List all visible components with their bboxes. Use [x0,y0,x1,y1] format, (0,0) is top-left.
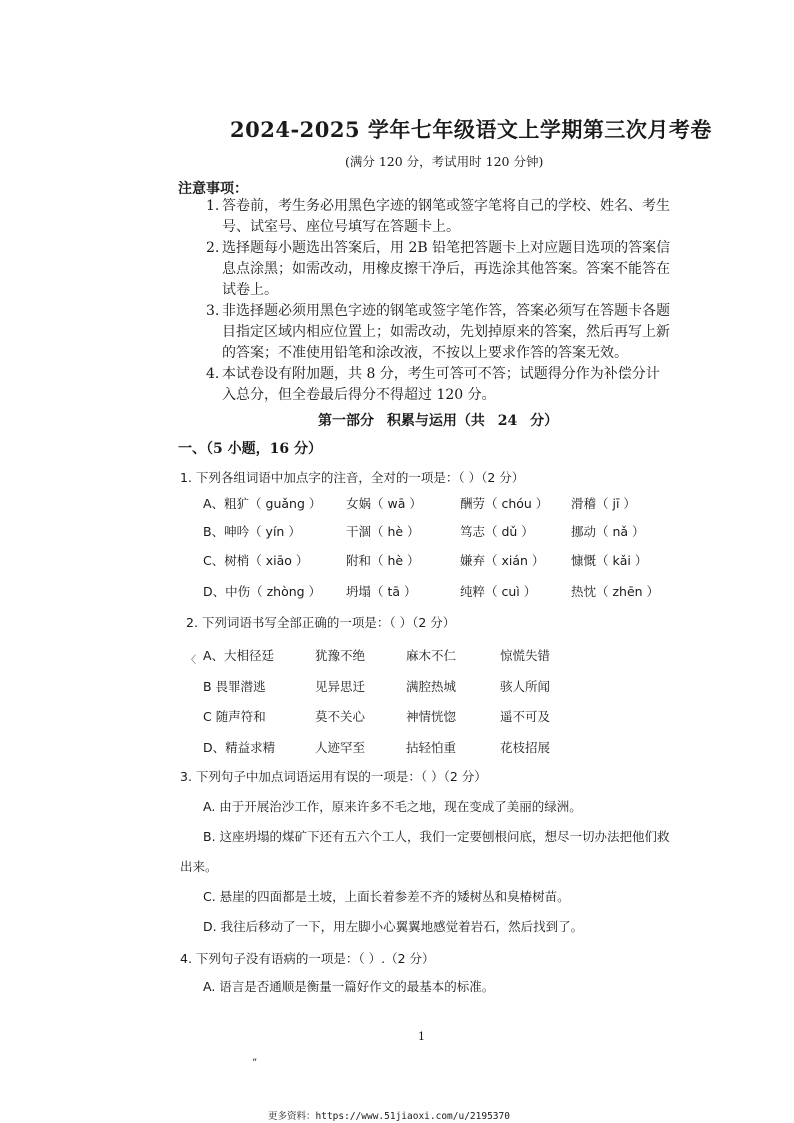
question-3-option-a: A. 由于开展治沙工作，原来许多不毛之地，现在变成了美丽的绿洲。 [203,799,582,814]
option-cell: 人迹罕至 [315,740,366,755]
option-cell: 笃志（ dǔ ） [460,524,534,539]
question-1-option-d [203,582,683,600]
notice-item [206,196,672,238]
option-cell: 骇人所闻 [500,679,551,694]
option-cell: 慷慨（ kǎi ） [571,553,648,568]
notice-item [206,364,672,406]
notice-item [206,301,672,364]
option-cell: 挪动（ nǎ ） [571,524,645,539]
exam-title: 2024-2025 学年七年级语文上学期第三次月考卷 [230,117,712,142]
option-cell: 拈轻怕重 [406,740,457,755]
notice-item-text: 本试卷设有附加题，共 8 分，考生可答可不答；试题得分作为补偿分计入总分，但全卷最后得分不得超过 120 分。 [222,366,660,403]
option-cell: 纯粹（ cuì ） [460,584,537,599]
question-2-option-c [203,707,603,725]
option-cell: 滑稽（ jī ） [571,496,636,511]
option-cell: C、树梢（ xiāo ） [203,553,309,568]
question-3-option-c: C. 悬崖的四面都是土坡，上面长着参差不齐的矮树丛和臭椿树苗。 [203,889,570,904]
option-cell: A、粗犷（ guǎng ） [203,496,322,511]
option-cell: 女娲（ wā ） [346,496,422,511]
option-cell: D、精益求精 [203,740,276,755]
exam-subtitle: (满分 120 分，考试用时 120 分钟) [345,154,544,169]
question-4-option-a: A. 语言是否通顺是衡量一篇好作文的最基本的标准。 [203,979,495,994]
question-3-option-d: D. 我往后移动了一下，用左脚小心翼翼地感觉着岩石，然后找到了。 [203,919,584,934]
notice-item-text: 答卷前，考生务必用黑色字迹的钢笔或签字笔将自己的学校、姓名、考生号、试室号、座位号填写在答题卡上。 [222,198,670,235]
page-number: 1 [418,1030,425,1043]
question-3-option-b: B. 这座坍塌的煤矿下还有五六个工人，我们一定要刨根问底，想尽一切办法把他们救 [203,829,670,844]
stray-mark: 〈 [186,655,196,666]
question-2-option-b [203,677,603,695]
option-cell: 麻木不仁 [406,648,457,663]
question-2-stem: 2. 下列词语书写全部正确的一项是：（ ）（2 分） [186,615,456,630]
option-cell: 附和（ hè ） [346,553,420,568]
option-cell: C 随声符和 [203,709,266,724]
question-3-option-b-continued: 出来。 [180,859,218,874]
question-3-stem: 3. 下列句子中加点词语运用有误的一项是：（ ）（2 分） [180,769,487,784]
option-cell: 莫不关心 [315,709,366,724]
option-cell: 坍塌（ tā ） [346,584,417,599]
option-cell: 花枝招展 [500,740,551,755]
notice-item [206,238,672,301]
option-cell: 犹豫不绝 [315,648,366,663]
notice-item-number: 3. [206,303,220,319]
option-cell: 嫌弃（ xián ） [460,553,545,568]
footer-link-text: 更多资料：https://www.51jiaoxi.com/u/2195370 [268,1111,510,1122]
option-cell: 遥不可及 [500,709,551,724]
option-cell: 见异思迁 [315,679,366,694]
notice-label: 注意事项： [178,181,248,197]
stray-mark: ” [252,1058,258,1069]
notice-item-number: 2. [206,240,220,256]
question-2-option-d [203,738,603,756]
question-1-option-b [203,522,683,540]
option-cell: 干涸（ hè ） [346,524,420,539]
option-cell: 酬劳（ chóu ） [460,496,549,511]
section-title: 一、（5 小题，16 分） [178,441,322,457]
option-cell: B 畏罪潜逃 [203,679,266,694]
option-cell: 满腔热城 [406,679,457,694]
option-cell: 惊慌失错 [500,648,551,663]
part-title: 第一部分 积累与运用（共 24 分） [318,413,559,429]
notice-item-number: 1. [206,198,220,214]
option-cell: 热忱（ zhēn ） [571,584,660,599]
notice-list [206,196,672,406]
option-cell: 神情恍惚 [406,709,457,724]
option-cell: A、大相径廷 [203,648,275,663]
option-cell: B、呻吟（ yín ） [203,524,301,539]
notice-item-text: 非选择题必须用黑色字迹的钢笔或签字笔作答，答案必须写在答题卡各题目指定区域内相应位置上；如需改动，先划掉原来的答案，然后再写上新的答案；不准使用铅笔和涂改液，不按以上要求作答的答案无效。 [222,303,670,361]
question-1-option-c [203,551,683,569]
option-cell: D、中伤（ zhòng ） [203,584,322,599]
question-4-stem: 4. 下列句子没有语病的一项是：（ ）.（2 分） [180,951,435,966]
question-1-stem: 1. 下列各组词语中加点字的注音，全对的一项是：（ ）（2 分） [180,470,525,485]
question-2-option-a [203,646,603,664]
notice-item-number: 4. [206,366,220,382]
question-1-option-a [203,494,683,512]
notice-item-text: 选择题每小题选出答案后，用 2B 铅笔把答题卡上对应题目选项的答案信息点涂黑；如需改动，用橡皮擦干净后，再选涂其他答案。答案不能答在试卷上。 [222,240,671,298]
